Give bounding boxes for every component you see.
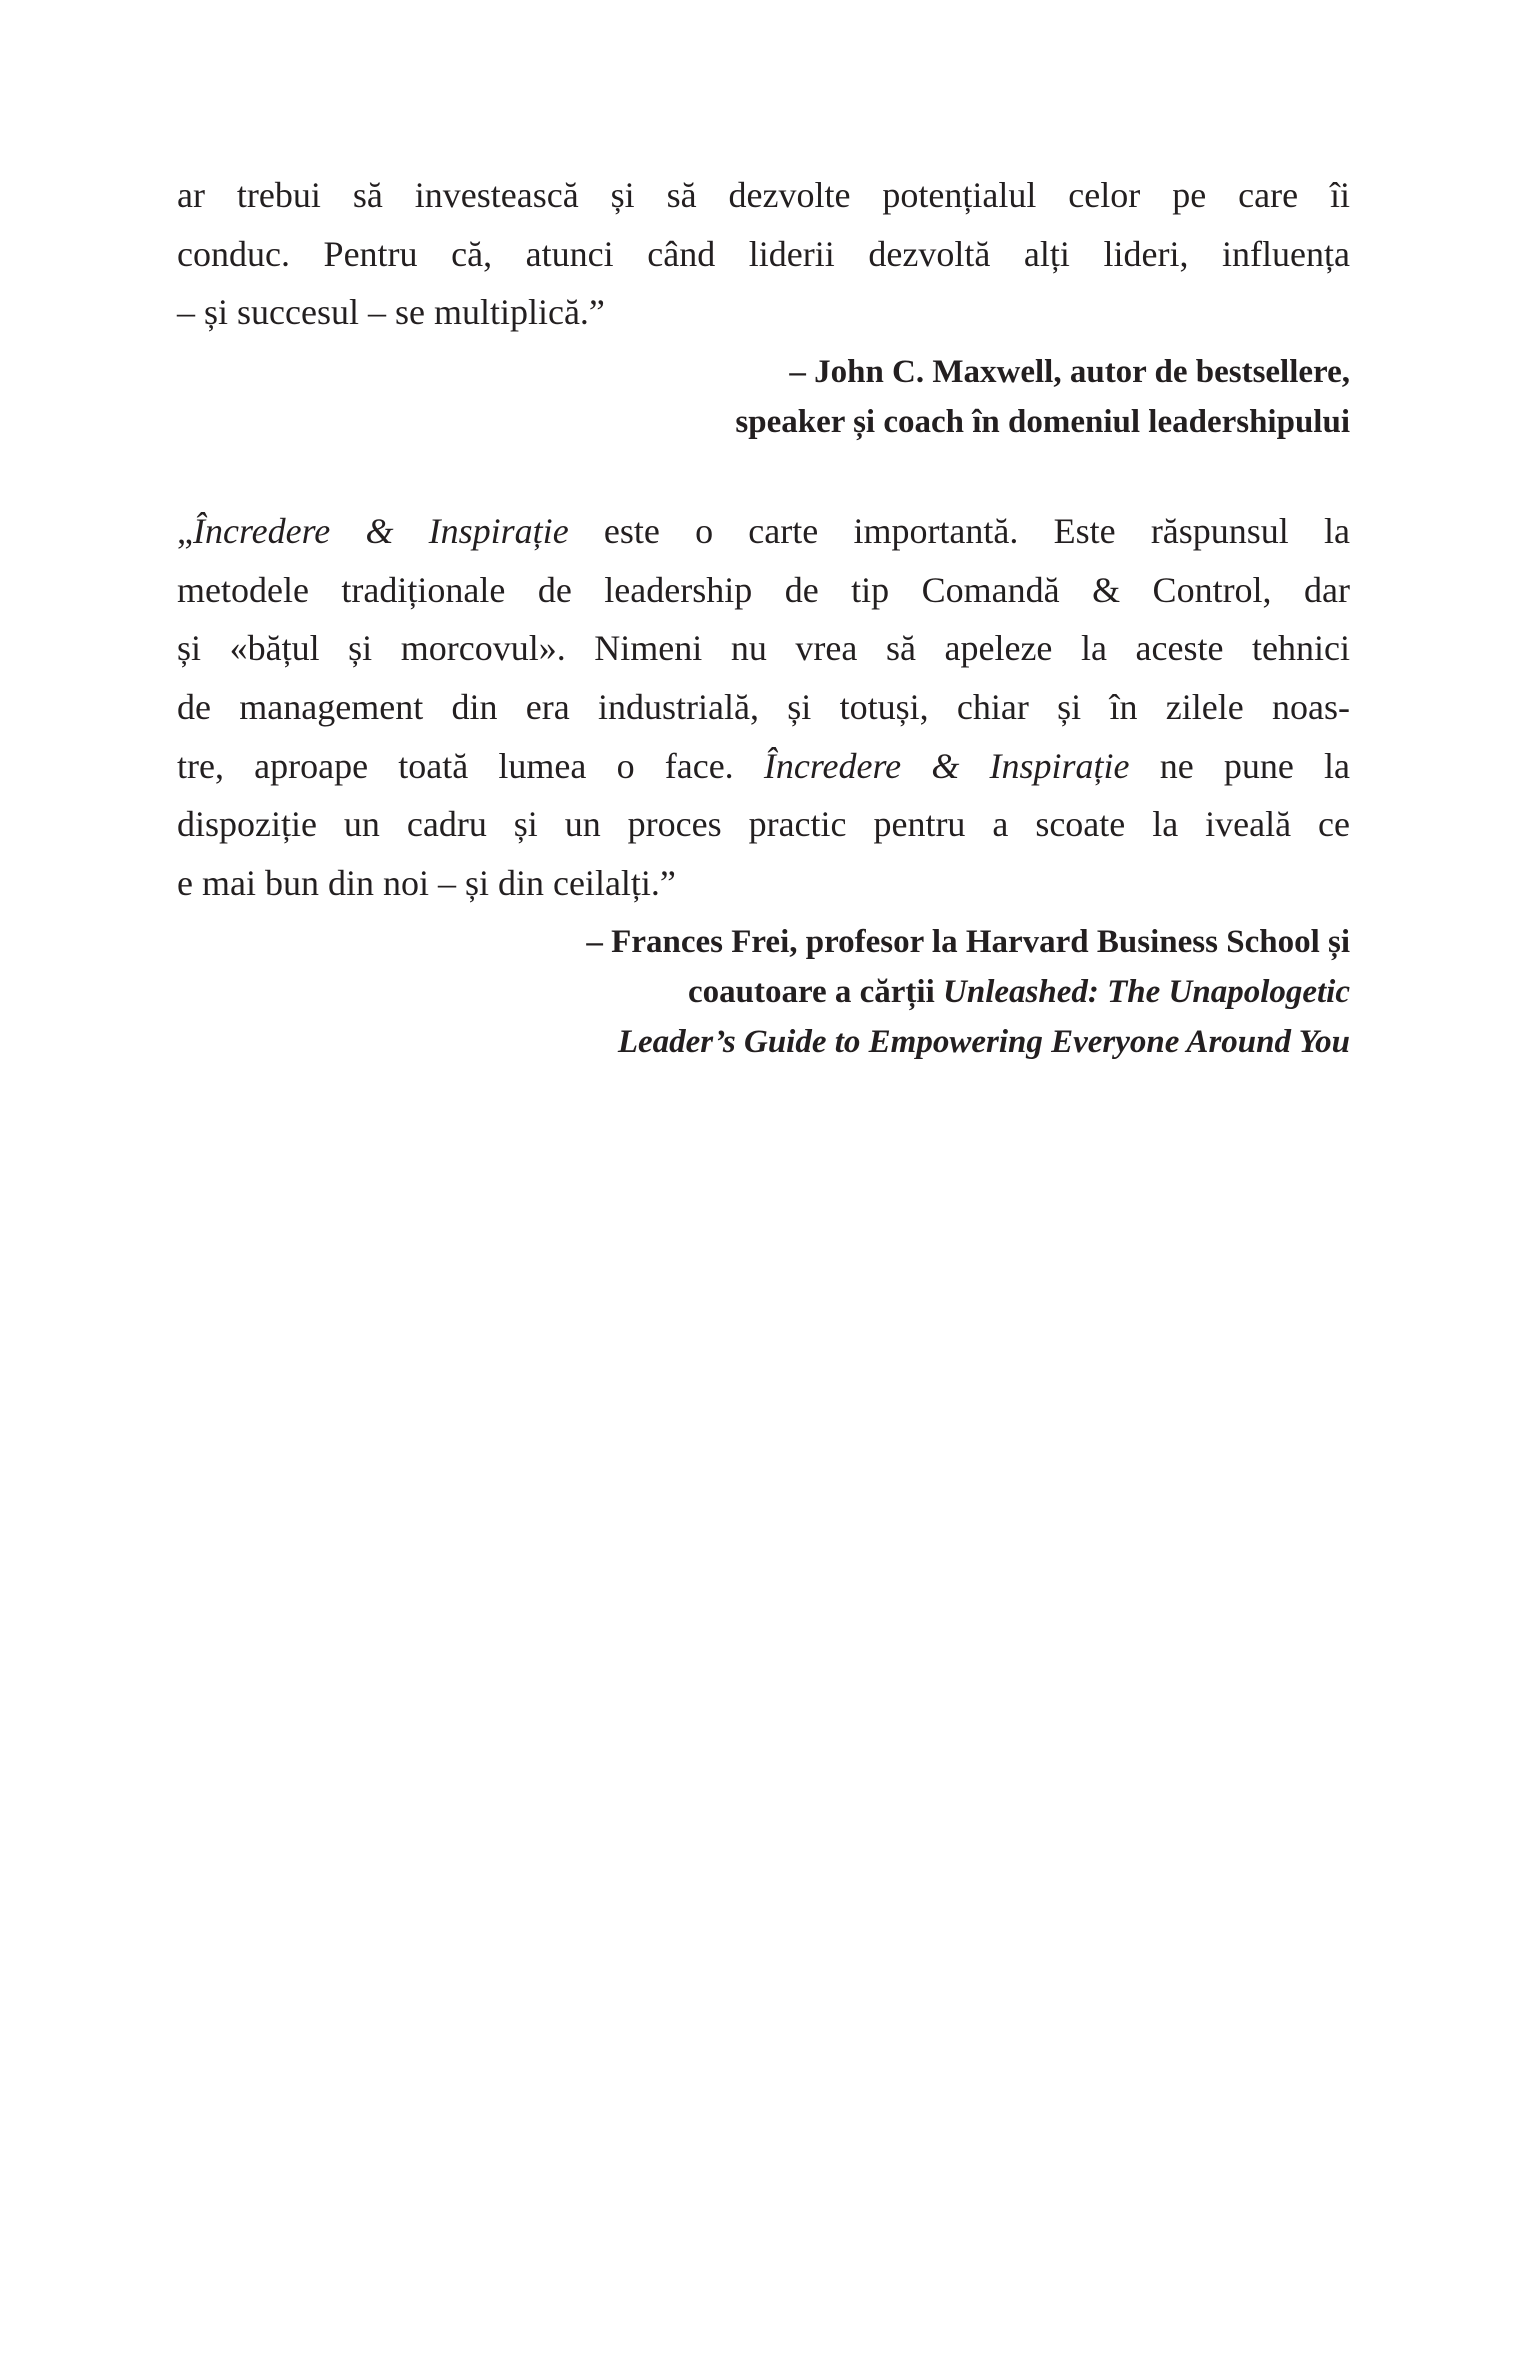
attribution-line: – Frances Frei, profesor la Harvard Business School și — [586, 924, 1350, 960]
quote-line: – și succesul – se multiplică.” — [177, 292, 605, 333]
cited-book-title: Unleashed: The Unapologetic — [943, 974, 1350, 1010]
quote-text: tre, aproape toată lumea o face. — [177, 745, 764, 786]
book-title: Încredere & Inspirație — [763, 745, 1130, 786]
attribution-line: speaker și coach în domeniul leadershipului — [735, 404, 1350, 440]
quote-text: este o carte importantă. Este răspunsul la — [568, 511, 1350, 551]
book-title: Încredere & Inspirație — [192, 511, 569, 551]
attribution-maxwell — [177, 347, 1350, 447]
attribution-line — [177, 967, 1350, 1017]
attribution-text: coautoare a cărții — [687, 974, 944, 1010]
quote-line: ar trebui să investească și să dezvolte potențialul celor pe care îi — [177, 175, 1350, 215]
quote-line: conduc. Pentru că, atunci când liderii dezvoltă alți lideri, influența — [177, 233, 1350, 274]
quote-maxwell — [177, 166, 1350, 342]
quote-line: metodele tradiționale de leadership de tip Comandă & Control, dar — [177, 569, 1350, 610]
attribution-frei — [177, 917, 1350, 1067]
attribution-line — [177, 1017, 1350, 1067]
cited-book-title: Leader’s Guide to Empowering Everyone Around You — [617, 1024, 1350, 1060]
quote-line — [177, 502, 1350, 561]
quote-line: dispoziție un cadru și un proces practic pentru a scoate la iveală ce — [177, 804, 1350, 845]
quote-line — [177, 737, 1350, 796]
quote-text: ne pune la — [1129, 745, 1350, 786]
attribution-line: – John C. Maxwell, autor de bestsellere, — [789, 354, 1350, 390]
quote-line: e mai bun din noi – și din ceilalți.” — [177, 863, 676, 904]
quote-line: de management din era industrială, și totuși, chiar și în zilele noas- — [177, 687, 1350, 728]
quote-frei — [177, 502, 1350, 913]
open-quote: „ — [177, 511, 193, 551]
quote-line: și «bățul și morcovul». Nimeni nu vrea să apeleze la aceste tehnici — [177, 628, 1350, 669]
